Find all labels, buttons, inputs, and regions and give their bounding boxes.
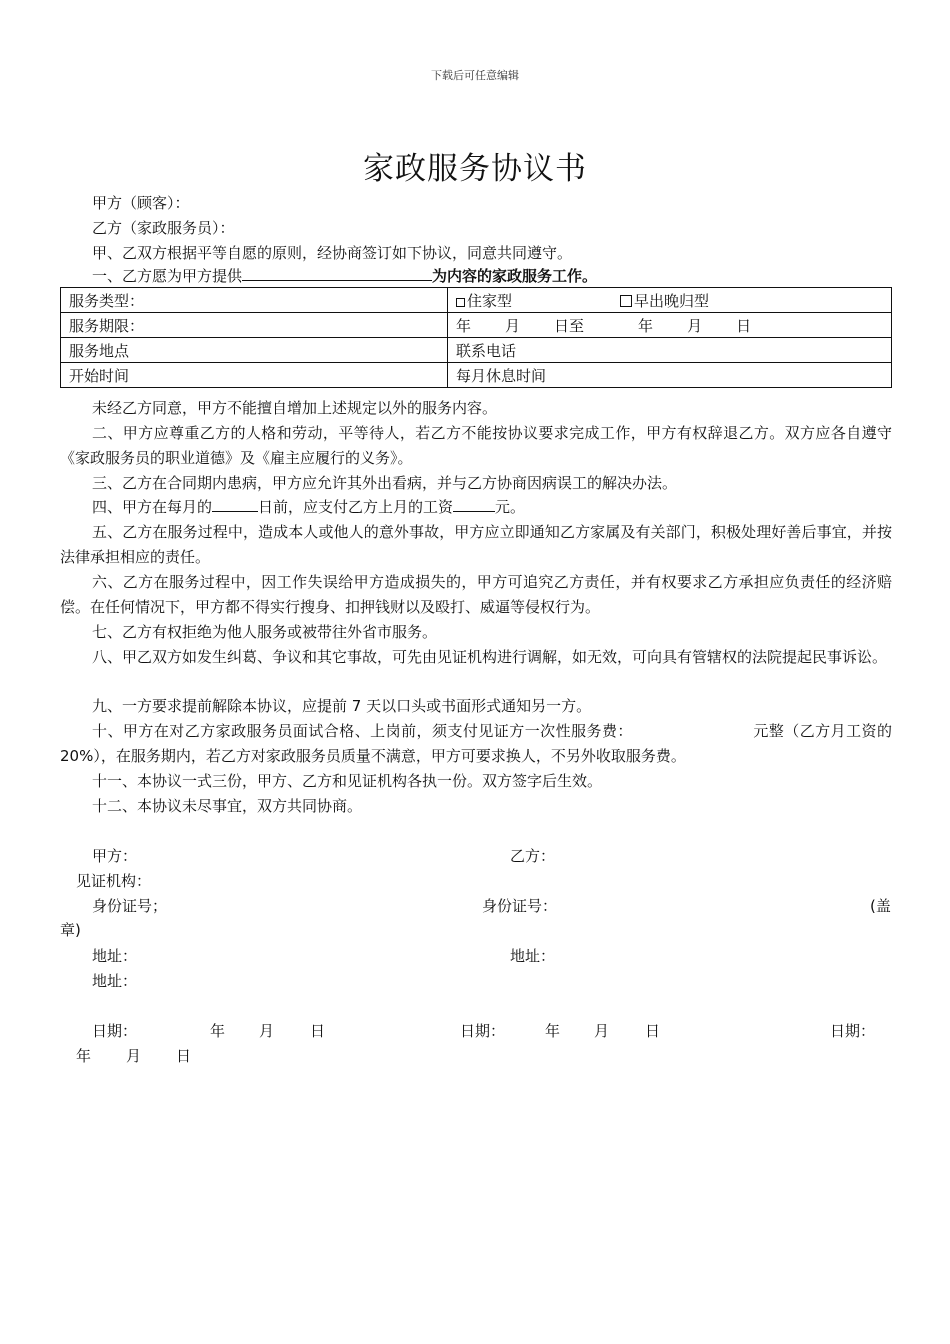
seal-note-open: (盖: [870, 897, 891, 915]
clause-4: [60, 495, 892, 520]
party-b-label: 乙方（家政服务员）：: [92, 219, 235, 237]
option-live-in: 住家型: [467, 291, 513, 310]
clause-6: 六、乙方在服务过程中，因工作失误给甲方造成损失的，甲方可追究乙方责任，并有权要求乙方承担应负责任的经济赔偿。在任何情况下，甲方都不得实行搜身、扣押钱财以及殴打、威逼等侵权行为。: [60, 573, 892, 616]
clause-4-part-c: 元。: [495, 498, 526, 516]
day-to-label: 日至: [554, 316, 585, 335]
address-c: 地址：: [92, 972, 138, 990]
sign-party-b: 乙方：: [510, 847, 556, 865]
clause-11: 十一、本协议一式三份，甲方、乙方和见证机构各执一份。双方签字后生效。: [92, 772, 603, 790]
seal-note-close: 章): [60, 921, 81, 939]
clause-1-prefix: 一、乙方愿为甲方提供: [92, 267, 243, 285]
checkbox-icon[interactable]: [620, 295, 632, 307]
service-place-label: 服务地点: [61, 338, 448, 363]
clause-3: 三、乙方在合同期内患病，甲方应允许其外出看病，并与乙方协商因病误工的解决办法。: [92, 474, 678, 492]
service-type-label: 服务类型：: [61, 288, 448, 313]
date-c-label: 日期：: [830, 1022, 876, 1040]
table-row: [61, 363, 892, 388]
date-a-year: 年: [210, 1022, 226, 1040]
date-a-day: 日: [310, 1022, 326, 1040]
id-number-b: 身份证号：: [482, 897, 558, 915]
address-b: 地址：: [510, 947, 556, 965]
clause-1: [92, 265, 597, 286]
clause-12: 十二、本协议未尽事宜，双方共同协商。: [92, 797, 363, 815]
date-b-month: 月: [594, 1022, 610, 1040]
clause-4-part-a: 四、甲方在每月的: [92, 498, 213, 516]
clause-10: [60, 719, 892, 769]
address-a: 地址：: [92, 947, 138, 965]
clause-2: 二、甲方应尊重乙方的人格和劳动，平等待人，若乙方不能按协议要求完成工作，甲方有权辞退乙方。双方应各自遵守《家政服务员的职业道德》及《雇主应履行的义务》。: [60, 424, 892, 467]
date-c-year: 年: [76, 1047, 92, 1065]
clause-10-part-a: 十、甲方在对乙方家政服务员面试合格、上岗前，须支付见证方一次性服务费：: [92, 722, 633, 740]
id-number-a: 身份证号；: [92, 897, 168, 915]
salary-blank: [453, 496, 495, 512]
clause-7: 七、乙方有权拒绝为他人服务或被带往外省市服务。: [92, 623, 438, 641]
service-content-blank: [242, 265, 432, 281]
clause-4-part-b: 日前，应支付乙方上月的工资: [258, 498, 454, 516]
year-label: 年: [456, 316, 472, 335]
date-a-label: 日期：: [92, 1022, 138, 1040]
service-period-value: [448, 313, 892, 338]
clause-no-extra: 未经乙方同意，甲方不能擅自增加上述规定以外的服务内容。: [92, 399, 498, 417]
checkbox-icon[interactable]: [456, 298, 465, 307]
party-a-label: 甲方（顾客）：: [92, 194, 190, 212]
table-row: [61, 313, 892, 338]
date-a-month: 月: [259, 1022, 275, 1040]
clause-1-suffix: 为内容的家政服务工作。: [432, 267, 598, 285]
start-time-label: 开始时间: [61, 363, 448, 388]
sign-witness: 见证机构：: [76, 872, 152, 890]
date-b-day: 日: [645, 1022, 661, 1040]
table-row: [61, 338, 892, 363]
sign-party-a: 甲方：: [92, 847, 138, 865]
clause-9: 九、一方要求提前解除本协议，应提前 7 天以口头或书面形式通知另一方。: [92, 697, 592, 715]
monthly-rest-label: 每月休息时间: [448, 363, 892, 388]
date-b-label: 日期：: [460, 1022, 506, 1040]
phone-label: 联系电话: [448, 338, 892, 363]
clause-10-part-b: 元整（乙方月工资的 20%），在服务期内，若乙方对家政服务员质量不满意，甲方可要求换人，不另外收取服务费。: [60, 722, 892, 765]
service-info-table: [60, 287, 892, 388]
option-day: 早出晚归型: [634, 291, 710, 310]
service-type-options: [448, 288, 892, 313]
year-label: 年: [638, 316, 654, 335]
clause-8: 八、甲乙双方如发生纠葛、争议和其它事故，可先由见证机构进行调解，如无效，可向具有管辖权的法院提起民事诉讼。: [92, 648, 888, 666]
clause-5: 五、乙方在服务过程中，造成本人或他人的意外事故，甲方应立即通知乙方家属及有关部门，积极处理好善后事宜，并按法律承担相应的责任。: [60, 523, 892, 566]
date-c-month: 月: [126, 1047, 142, 1065]
service-period-label: 服务期限：: [61, 313, 448, 338]
document-title: 家政服务协议书: [363, 151, 587, 187]
table-row: [61, 288, 892, 313]
day-label: 日: [736, 316, 752, 335]
intro-text: 甲、乙双方根据平等自愿的原则，经协商签订如下协议，同意共同遵守。: [92, 244, 573, 262]
date-c-day: 日: [176, 1047, 192, 1065]
month-label: 月: [687, 316, 703, 335]
date-b-year: 年: [545, 1022, 561, 1040]
pay-day-blank: [212, 496, 258, 512]
month-label: 月: [505, 316, 521, 335]
page-header: 下载后可任意编辑: [431, 69, 519, 82]
